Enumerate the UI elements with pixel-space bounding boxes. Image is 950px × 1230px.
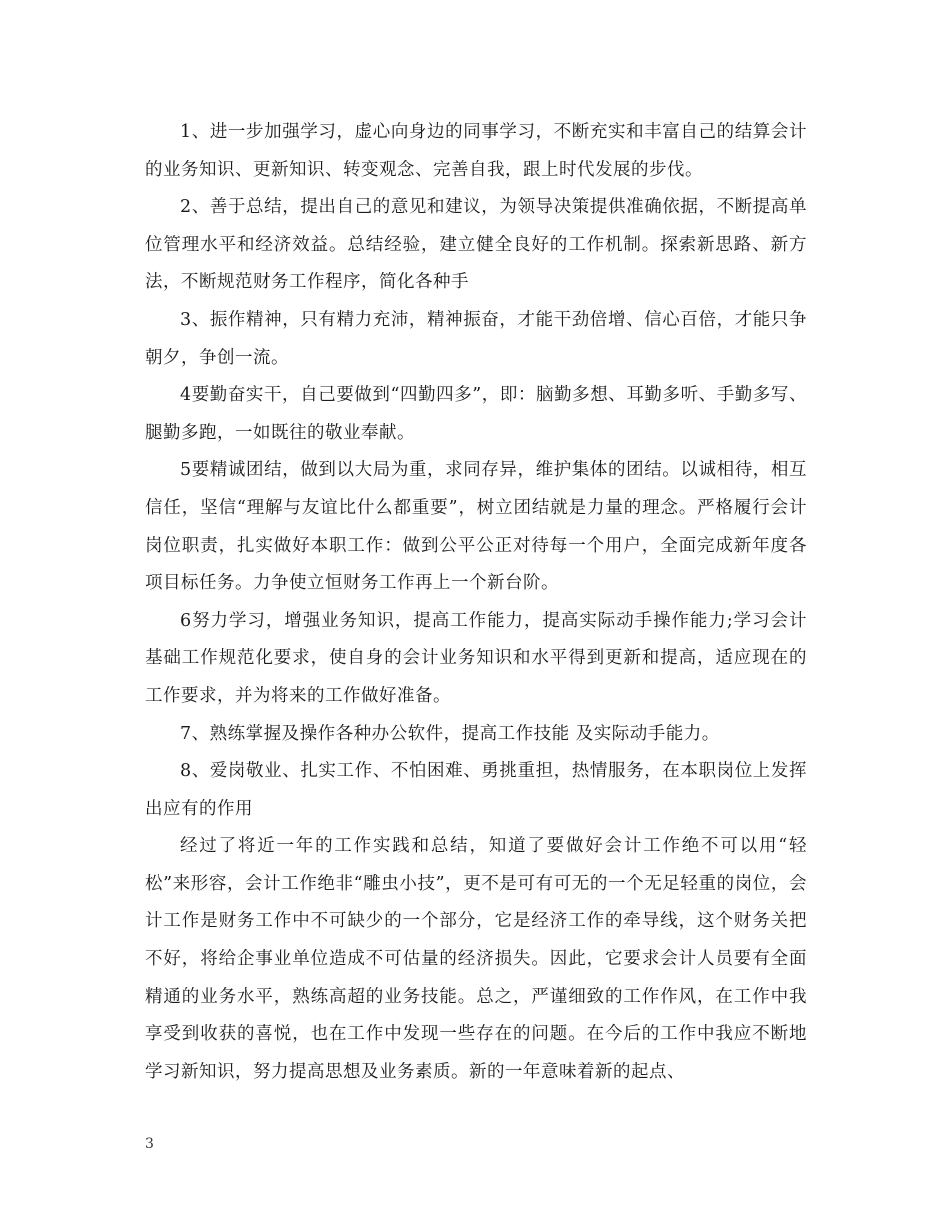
page-number: 3 — [145, 1136, 154, 1152]
paragraph-item-6: 6努力学习，增强业务知识，提高工作能力，提高实际动手操作能力;学习会计基础工作规范化要求，使自身的会计业务知识和水平得到更新和提高，适应现在的工作要求，并为将来的工作做好准备。 — [145, 610, 807, 706]
paragraph-item-4: 4要勤奋实干，自己要做到“四勤四多”，即：脑勤多想、耳勤多听、手勤多写、腿勤多跑，一如既往的敬业奉献。 — [145, 385, 807, 443]
paragraph-item-8: 8、爱岗敬业、扎实工作、不怕困难、勇挑重担，热情服务，在本职岗位上发挥出应有的作用 — [145, 761, 807, 819]
paragraph-summary: 经过了将近一年的工作实践和总结，知道了要做好会计工作绝不可以用“轻松”来形容，会计工作绝非“雕虫小技”，更不是可有可无的一个无足轻重的岗位，会计工作是财务工作中不可缺少的一个部分，它是经济工作的牵导线，这个财务关把不好，将给企事业单位造成不可估量的经济损失。因此，它要求会计人员要有全面精通的业务水平，熟练高超的业务技能。总之，严谨细致的工作作风，在工作中我享受到收获的喜悦，也在工作中发现一些存在的问题。在今后的工作中我应不断地学习新知识，努力提高思想及业务素质。新的一年意味着新的起点、 — [145, 836, 807, 1082]
paragraph-item-7: 7、熟练掌握及操作各种办公软件，提高工作技能 及实际动手能力。 — [180, 723, 720, 744]
paragraph-item-2: 2、善于总结，提出自己的意见和建议，为领导决策提供准确依据，不断提高单位管理水平和经济效益。总结经验，建立健全良好的工作机制。探索新思路、新方法，不断规范财务工作程序，简化各种手 — [145, 197, 807, 293]
paragraph-item-5: 5要精诚团结，做到以大局为重，求同存异，维护集体的团结。以诚相待，相互信任，坚信“理解与友谊比什么都重要”，树立团结就是力量的理念。严格履行会计岗位职责，扎实做好本职工作：做到公平公正对待每一个用户，全面完成新年度各项目标任务。力争使立恒财务工作再上一个新台阶。 — [145, 460, 807, 594]
paragraph-item-1: 1、进一步加强学习，虚心向身边的同事学习，不断充实和丰富自己的结算会计的业务知识、更新知识、转变观念、完善自我，跟上时代发展的步伐。 — [145, 122, 807, 180]
paragraph-item-3: 3、振作精神，只有精力充沛，精神振奋，才能干劲倍增、信心百倍，才能只争朝夕，争创一流。 — [145, 309, 807, 368]
document-body — [145, 114, 807, 1091]
